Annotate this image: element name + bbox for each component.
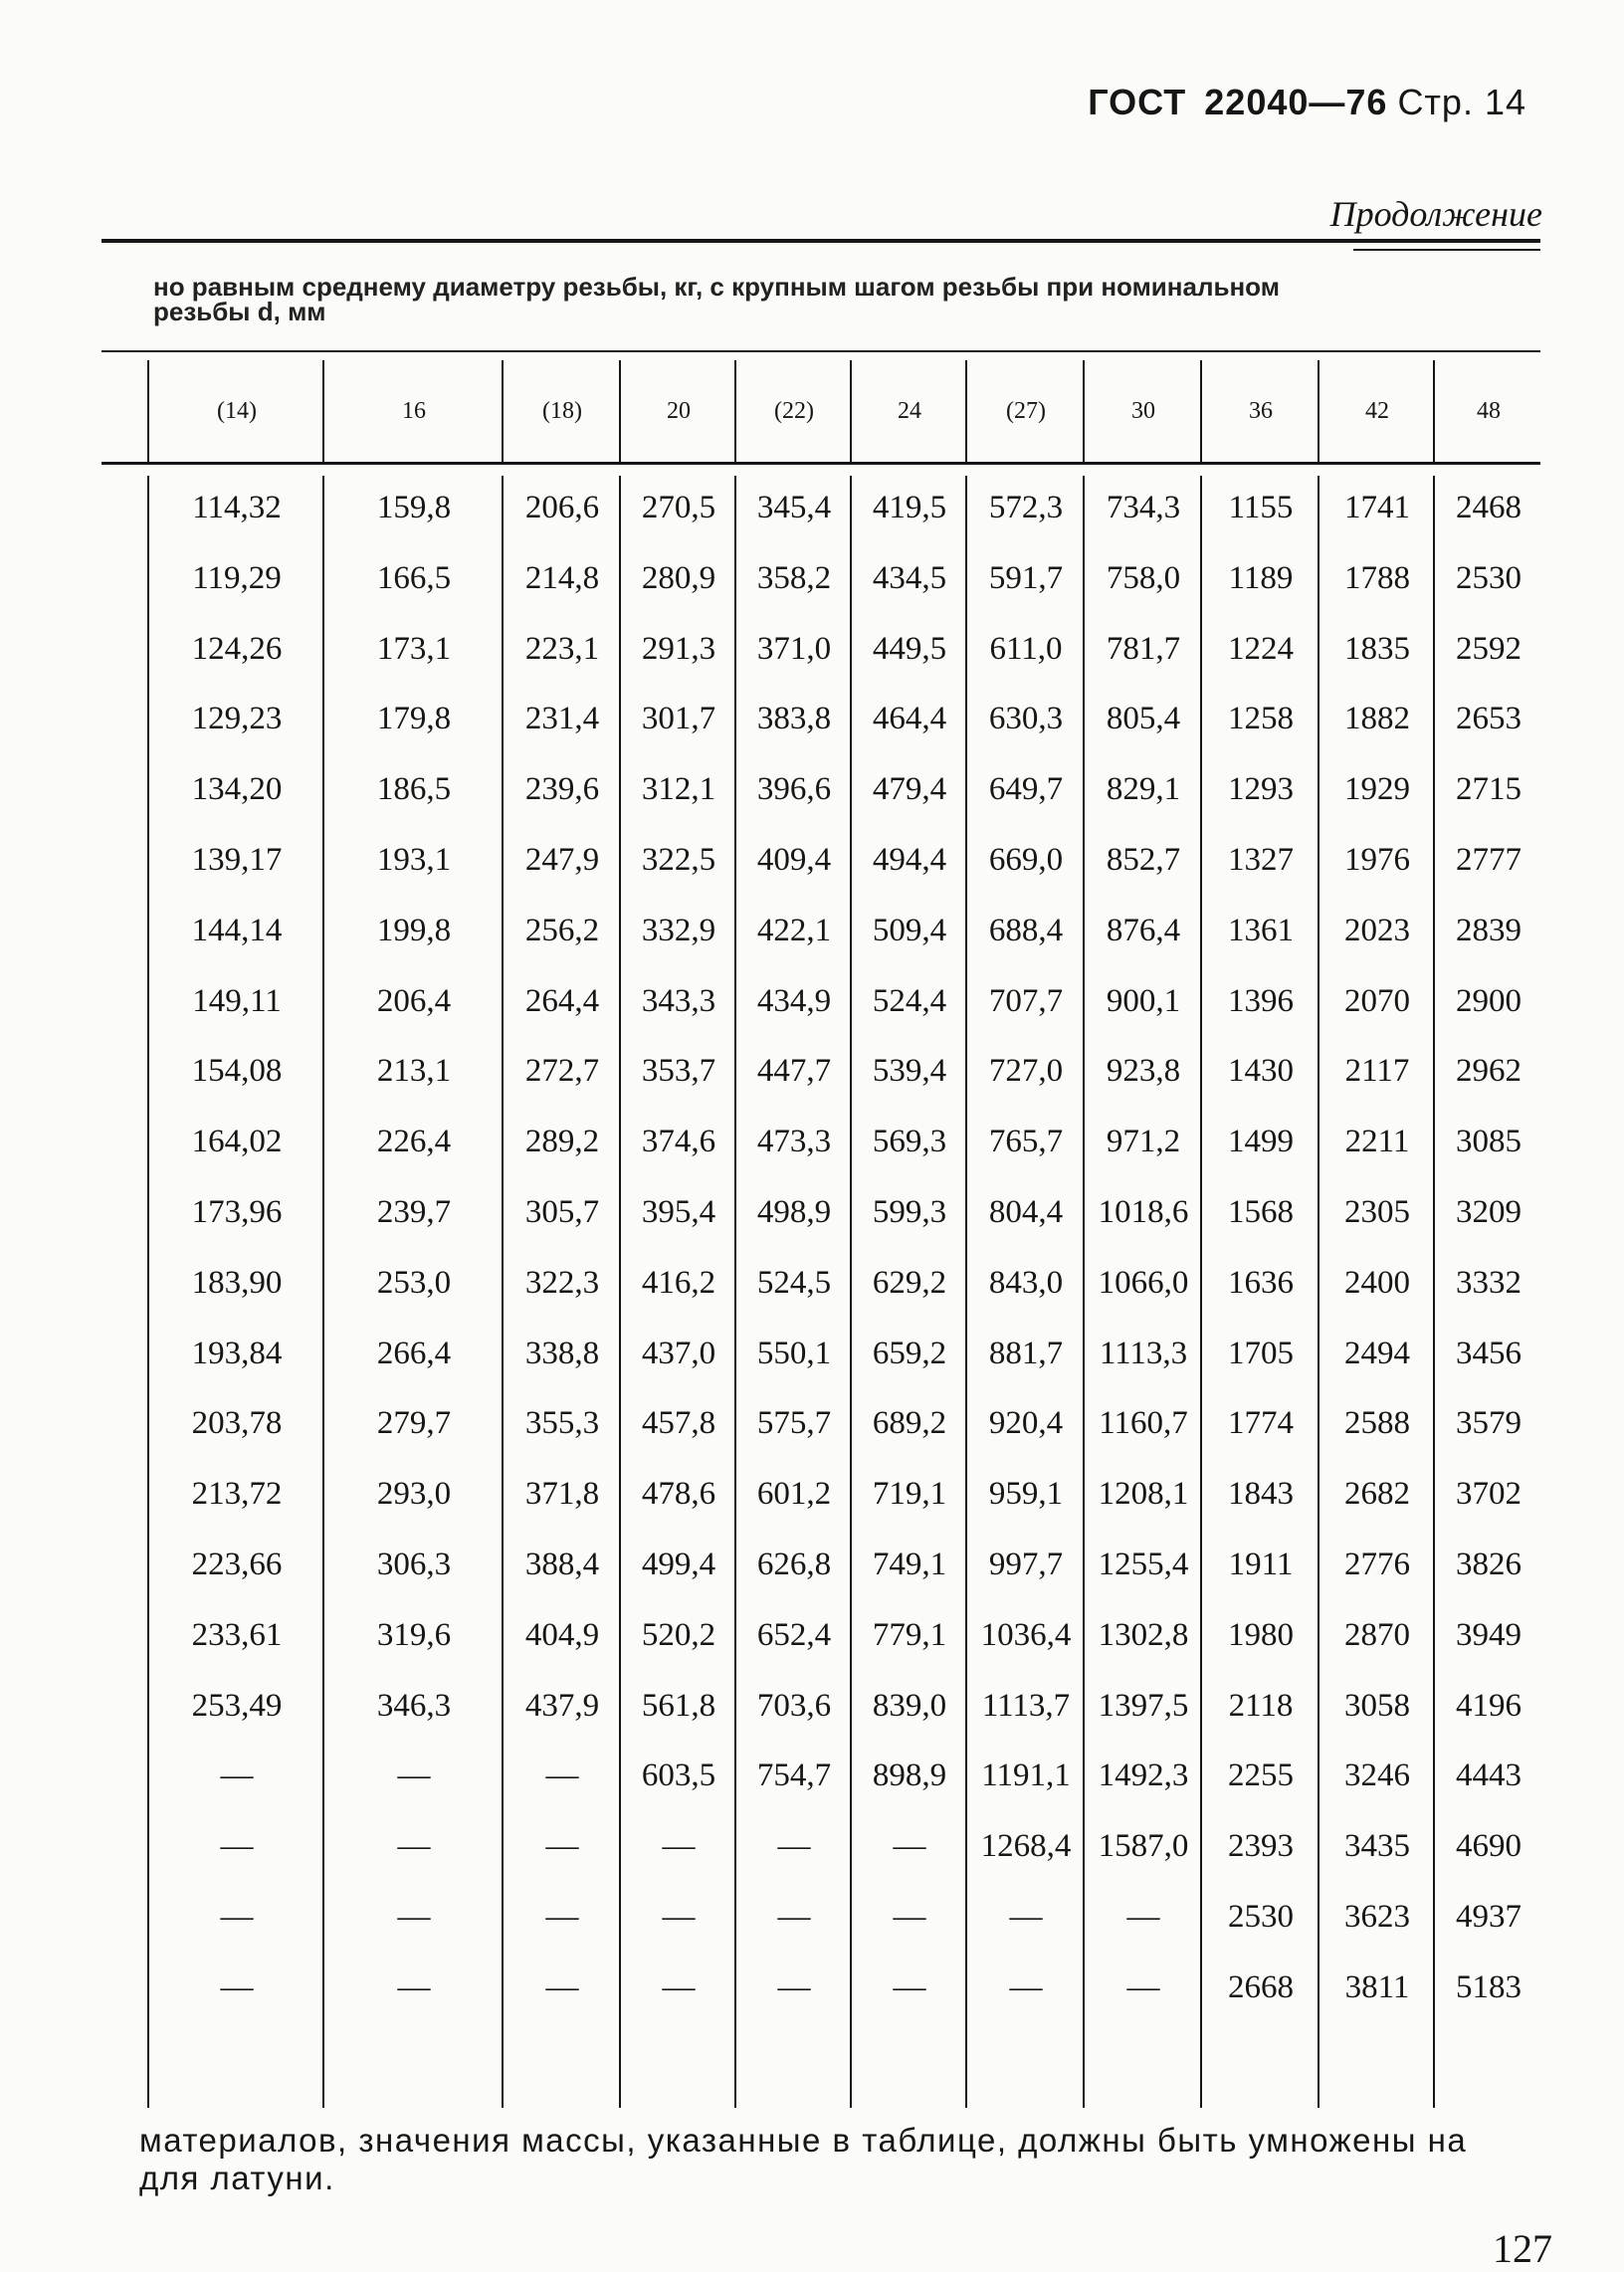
table-cell: 404,9 [524,1616,600,1653]
standard-label: ГОСТ [1088,82,1187,122]
footnote [139,2122,1532,2197]
table-cell: — [1009,1968,1043,2005]
top-rule-thin [1353,249,1540,251]
table-cell: — [220,1757,254,1794]
table-cell: — [1126,1899,1160,1935]
table-cell: 3623 [1344,1899,1410,1935]
table-cell: 322,3 [524,1264,600,1301]
table-cell: 289,2 [524,1124,600,1160]
table-cell: 499,4 [641,1547,716,1582]
table-cell: 561,8 [641,1687,716,1724]
table-cell: 173,96 [191,1194,283,1230]
table-cell: 247,9 [524,842,600,878]
table-cell: — [1126,1968,1160,2005]
table-cell: 239,7 [376,1194,452,1230]
table-cell: 569,3 [872,1124,947,1160]
table-cell: 920,4 [988,1405,1064,1442]
table-cell: 881,7 [988,1335,1064,1371]
table-cell: 1066,0 [1098,1264,1189,1301]
column-divider [1083,476,1085,2108]
table-cell: 572,3 [988,490,1064,525]
table-cell: 1361 [1228,912,1294,948]
table-cell: 422,1 [756,912,832,948]
table-cell: 727,0 [988,1053,1064,1090]
table-cell: 383,8 [756,701,832,737]
table-cell: 159,8 [376,490,452,525]
table-cell: 1113,7 [981,1687,1071,1724]
standard-code: 22040—76 [1204,82,1388,122]
table-cell: 659,2 [872,1335,947,1371]
table-cell: — [220,1899,254,1935]
table-cell: 434,5 [872,559,947,596]
table-cell: — [777,1899,811,1935]
table-cell: — [893,1899,926,1935]
table-cell: 183,90 [191,1264,283,1301]
table-cell: 371,8 [524,1476,600,1513]
table-cell: — [220,1968,254,2005]
table-cell: 264,4 [524,982,600,1019]
column-header: 36 [1249,398,1273,424]
table-cell: 1255,4 [1098,1547,1189,1582]
table-cell: 203,78 [191,1405,283,1442]
table-cell: 599,3 [872,1194,947,1230]
table-cell: 437,0 [641,1335,716,1371]
column-divider [1200,476,1202,2108]
table-cell: 1835 [1344,630,1410,667]
table-cell: 473,3 [756,1124,832,1160]
table-cell: 343,3 [641,982,716,1019]
table-cell: 1788 [1344,559,1410,596]
table-cell: 805,4 [1106,701,1181,737]
column-divider [1433,360,1435,464]
table-cell: 166,5 [376,559,452,596]
table-cell: 1705 [1228,1335,1294,1371]
table-cell: 1189 [1228,559,1294,596]
table-cell: 3332 [1456,1264,1522,1301]
table-cell: 829,1 [1106,771,1181,808]
table-cell: 688,4 [988,912,1064,948]
column-header: (27) [1006,398,1046,424]
table-cell: 959,1 [988,1476,1064,1513]
table-cell: — [777,1828,811,1865]
table-cell: — [662,1899,696,1935]
table-cell: 839,0 [872,1687,947,1724]
table-cell: 524,4 [872,982,947,1019]
table-cell: 419,5 [872,490,947,525]
table-cell: 1492,3 [1098,1757,1189,1794]
column-header: 42 [1365,398,1389,424]
column-divider [502,360,504,464]
table-cell: 164,02 [191,1124,283,1160]
table-cell: 149,11 [192,982,282,1019]
column-divider [619,476,621,2108]
page-label: Стр. 14 [1397,82,1526,122]
footnote-line-1: материалов, значения массы, указанные в таблице, должны быть умножены на [139,2122,1468,2159]
caption-line-1: но равным среднему диаметру резьбы, кг, с крупным шагом резьбы при номинальном [153,272,1280,302]
column-divider [322,360,324,464]
table-cell: 1302,8 [1098,1616,1189,1653]
table-cell: 1568 [1228,1194,1294,1230]
table-cell: 2070 [1344,982,1410,1019]
table-cell: — [662,1828,696,1865]
table-cell: 2118 [1228,1687,1294,1724]
table-cell: 2393 [1228,1828,1294,1865]
table-cell: 2400 [1344,1264,1410,1301]
table-cell: 2839 [1456,912,1522,948]
table-cell: 301,7 [641,701,716,737]
table-cell: 434,9 [756,982,832,1019]
table-cell: — [545,1899,579,1935]
column-divider [734,476,736,2108]
table-cell: 1258 [1228,701,1294,737]
column-divider [619,360,621,464]
top-rule [102,239,1540,243]
table-cell: 900,1 [1106,982,1181,1019]
table-cell: 852,7 [1106,842,1181,878]
table-cell: 630,3 [988,701,1064,737]
table-cell: 4937 [1456,1899,1522,1935]
table-cell: 270,5 [641,490,716,525]
table-cell: 1882 [1344,701,1410,737]
table-cell: 2653 [1456,701,1522,737]
table-cell: 1268,4 [980,1828,1072,1865]
table-cell: 1113,3 [1099,1335,1188,1371]
table-cell: 338,8 [524,1335,600,1371]
column-header: 24 [898,398,921,424]
table-cell: 345,4 [756,490,832,525]
table-cell: 509,4 [872,912,947,948]
page-number: 127 [1493,2226,1552,2271]
table-cell: 272,7 [524,1053,600,1090]
table-cell: 1155 [1228,490,1294,525]
footnote-line-2: для латуни. [139,2160,335,2196]
table-cell: 1191,1 [981,1757,1071,1794]
table-cell: 346,3 [376,1687,452,1724]
table-cell: — [893,1968,926,2005]
table-cell: 1208,1 [1098,1476,1189,1513]
table-cell: 134,20 [191,771,283,808]
table-cell: 669,0 [988,842,1064,878]
table-cell: 779,1 [872,1616,947,1653]
table-cell: 2255 [1228,1757,1294,1794]
table-cell: 239,6 [524,771,600,808]
table-cell: 2211 [1344,1124,1410,1160]
table-cell: 1430 [1228,1053,1294,1090]
table-cell: 2494 [1344,1335,1410,1371]
table-cell: 1499 [1228,1124,1294,1160]
table-cell: 2530 [1228,1899,1294,1935]
header-top-rule [102,350,1540,352]
table-cell: 707,7 [988,982,1064,1019]
column-divider [322,476,324,2108]
table-cell: 396,6 [756,771,832,808]
table-cell: 997,7 [988,1547,1064,1582]
table-cell: 781,7 [1106,630,1181,667]
table-cell: 758,0 [1106,559,1181,596]
table-cell: — [662,1968,696,2005]
table-cell: 898,9 [872,1757,947,1794]
column-divider [850,360,852,464]
table-cell: — [1009,1899,1043,1935]
table-cell: 1587,0 [1098,1828,1189,1865]
table-cell: 1976 [1344,842,1410,878]
table-cell: 226,4 [376,1124,452,1160]
table-cell: 591,7 [988,559,1064,596]
table-cell: 3826 [1456,1547,1522,1582]
table-cell: 520,2 [641,1616,716,1653]
table-cell: 293,0 [376,1476,452,1513]
table-cell: 611,0 [989,630,1063,667]
table-cell: 539,4 [872,1053,947,1090]
table-cell: 1980 [1228,1616,1294,1653]
table-cell: 754,7 [756,1757,832,1794]
table-cell: 478,6 [641,1476,716,1513]
column-divider [1083,360,1085,464]
table-cell: 749,1 [872,1547,947,1582]
table-cell: 2023 [1344,912,1410,948]
table-cell: 4196 [1456,1687,1522,1724]
table-cell: 649,7 [988,771,1064,808]
table-cell: 213,72 [191,1476,283,1513]
table-cell: 312,1 [641,771,716,808]
table-cell: 231,4 [524,701,600,737]
table-cell: 253,49 [191,1687,283,1724]
table-cell: 876,4 [1106,912,1181,948]
table-cell: 119,29 [192,559,282,596]
table-cell: 437,9 [524,1687,600,1724]
table-cell: 279,7 [376,1405,452,1442]
table-cell: 1327 [1228,842,1294,878]
table-cell: 703,6 [756,1687,832,1724]
table-cell: 2592 [1456,630,1522,667]
table-cell: 603,5 [641,1757,716,1794]
table-cell: — [777,1968,811,2005]
table-cell: 193,84 [191,1335,283,1371]
column-divider [147,360,149,464]
table-cell: 4690 [1456,1828,1522,1865]
table-cell: 332,9 [641,912,716,948]
table-cell: 1018,6 [1098,1194,1189,1230]
table-cell: 575,7 [756,1405,832,1442]
column-divider [1433,476,1435,2108]
table-cell: 1293 [1228,771,1294,808]
continuation-label: Продолжение [1329,194,1542,234]
table-cell: 139,17 [191,842,283,878]
table-cell: 5183 [1456,1968,1522,2005]
table-cell: 322,5 [641,842,716,878]
table-cell: 2870 [1344,1616,1410,1653]
table-cell: — [397,1899,431,1935]
table-cell: 193,1 [376,842,452,878]
table-cell: 1843 [1228,1476,1294,1513]
column-divider [502,476,504,2108]
table-cell: 214,8 [524,559,600,596]
table-cell: 2305 [1344,1194,1410,1230]
table-cell: 1224 [1228,630,1294,667]
table-cell: — [893,1828,926,1865]
table-cell: 524,5 [756,1264,832,1301]
table-cell: 124,26 [191,630,283,667]
table-cell: 2900 [1456,982,1522,1019]
table-cell: 114,32 [192,490,282,525]
column-header: (22) [774,398,814,424]
table-cell: 629,2 [872,1264,947,1301]
table-cell: 2682 [1344,1476,1410,1513]
table-cell: 3811 [1344,1968,1410,2005]
table-cell: 2117 [1344,1053,1410,1090]
table-cell: 626,8 [756,1547,832,1582]
table-cell: 2777 [1456,842,1522,878]
column-header: 16 [402,398,426,424]
table-cell: — [397,1828,431,1865]
table-cell: 447,7 [756,1053,832,1090]
column-divider [1200,360,1202,464]
table-cell: 186,5 [376,771,452,808]
table-cell: 179,8 [376,701,452,737]
table-cell: 4443 [1456,1757,1522,1794]
table-cell: 804,4 [988,1194,1064,1230]
table-cell: 1160,7 [1099,1405,1188,1442]
column-header: 48 [1477,398,1501,424]
table-cell: 395,4 [641,1194,716,1230]
table-cell: 358,2 [756,559,832,596]
column-header: (18) [542,398,582,424]
table-cell: 3209 [1456,1194,1522,1230]
table-cell: — [545,1828,579,1865]
table-cell: — [397,1757,431,1794]
page-header [1088,82,1526,123]
table-cell: 1741 [1344,490,1410,525]
table-cell: 1036,4 [980,1616,1072,1653]
table-cell: 2715 [1456,771,1522,808]
table-cell: 199,8 [376,912,452,948]
column-divider [1318,476,1320,2108]
table-cell: 1636 [1228,1264,1294,1301]
table-cell: 765,7 [988,1124,1064,1160]
table-cell: 253,0 [376,1264,452,1301]
table-cell: 305,7 [524,1194,600,1230]
column-header: 20 [667,398,691,424]
caption-line-2: резьбы d, мм [153,297,326,326]
column-divider [734,360,736,464]
table-cell: 3246 [1344,1757,1410,1794]
table-cell: 449,5 [872,630,947,667]
table-cell: 843,0 [988,1264,1064,1301]
table-cell: 291,3 [641,630,716,667]
table-cell: 374,6 [641,1124,716,1160]
column-divider [147,476,149,2108]
table-cell: 3058 [1344,1687,1410,1724]
column-divider [965,360,967,464]
column-divider [850,476,852,2108]
table-cell: 1774 [1228,1405,1294,1442]
table-cell: 494,4 [872,842,947,878]
table-cell: 971,2 [1106,1124,1181,1160]
table-cell: 280,9 [641,559,716,596]
table-cell: 1911 [1228,1547,1294,1582]
table-cell: 306,3 [376,1547,452,1582]
table-cell: 233,61 [191,1616,283,1653]
table-cell: 206,4 [376,982,452,1019]
table-cell: 3456 [1456,1335,1522,1371]
table-cell: 923,8 [1106,1053,1181,1090]
table-cell: 2588 [1344,1405,1410,1442]
table-cell: 206,6 [524,490,600,525]
table-cell: 498,9 [756,1194,832,1230]
table-cell: 144,14 [191,912,283,948]
table-cell: 2668 [1228,1968,1294,2005]
table-cell: 479,4 [872,771,947,808]
column-divider [965,476,967,2108]
table-cell: 2962 [1456,1053,1522,1090]
table-cell: — [545,1757,579,1794]
table-cell: 3435 [1344,1828,1410,1865]
table-cell: 719,1 [872,1476,947,1513]
table-caption [153,272,1447,326]
column-divider [1318,360,1320,464]
table-cell: 1397,5 [1098,1687,1189,1724]
table-cell: 3579 [1456,1405,1522,1442]
table-cell: — [220,1828,254,1865]
table-cell: 1929 [1344,771,1410,808]
column-header: (14) [217,398,257,424]
table-cell: 652,4 [756,1616,832,1653]
table-cell: 3085 [1456,1124,1522,1160]
table-cell: 550,1 [756,1335,832,1371]
table-cell: 353,7 [641,1053,716,1090]
table-cell: 3949 [1456,1616,1522,1653]
table-cell: 388,4 [524,1547,600,1582]
table-cell: 1396 [1228,982,1294,1019]
column-header: 30 [1131,398,1155,424]
table-cell: 266,4 [376,1335,452,1371]
table-cell: 223,66 [191,1547,283,1582]
table-cell: 2468 [1456,490,1522,525]
header-bottom-rule [102,462,1540,465]
table-cell: 416,2 [641,1264,716,1301]
table-cell: 409,4 [756,842,832,878]
table-cell: 223,1 [524,630,600,667]
table-cell: 256,2 [524,912,600,948]
table-cell: 601,2 [756,1476,832,1513]
table-cell: 129,23 [191,701,283,737]
table-cell: 154,08 [191,1053,283,1090]
table-cell: 734,3 [1106,490,1181,525]
table-cell: — [397,1968,431,2005]
table-cell: 3702 [1456,1476,1522,1513]
table-cell: 319,6 [376,1616,452,1653]
table-cell: — [545,1968,579,2005]
table-cell: 213,1 [376,1053,452,1090]
table-cell: 173,1 [376,630,452,667]
table-cell: 2530 [1456,559,1522,596]
table-cell: 689,2 [872,1405,947,1442]
table-cell: 355,3 [524,1405,600,1442]
table-cell: 464,4 [872,701,947,737]
table-cell: 371,0 [756,630,832,667]
table-cell: 2776 [1344,1547,1410,1582]
table-cell: 457,8 [641,1405,716,1442]
